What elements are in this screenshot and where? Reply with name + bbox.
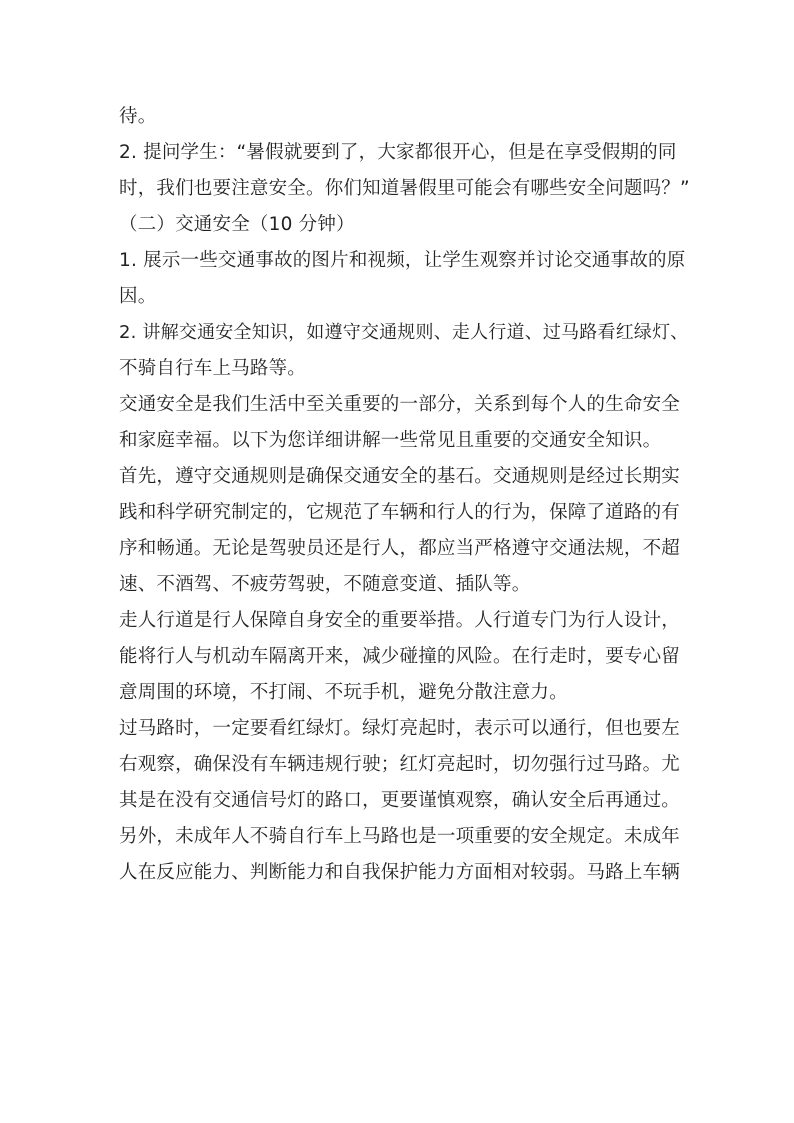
text-line: 能将行人与机动车隔离开来，减少碰撞的风险。在行走时，要专心留 bbox=[119, 646, 681, 667]
text-line: 待。 bbox=[119, 106, 157, 127]
text-line: 右观察，确保没有车辆违规行驶；红灯亮起时，切勿强行过马路。尤 bbox=[119, 754, 681, 775]
text-line: 其是在没有交通信号灯的路口，更要谨慎观察，确认安全后再通过。 bbox=[119, 790, 681, 811]
text-line: 2. 讲解交通安全知识，如遵守交通规则、走人行道、过马路看红绿灯、 bbox=[119, 322, 689, 343]
text-line: 和家庭幸福。以下为您详细讲解一些常见且重要的交通安全知识。 bbox=[119, 430, 662, 451]
text-line: 另外，未成年人不骑自行车上马路也是一项重要的安全规定。未成年 bbox=[119, 826, 681, 847]
text-line: 因。 bbox=[119, 286, 157, 307]
text-line: 序和畅通。无论是驾驶员还是行人，都应当严格遵守交通法规，不超 bbox=[119, 538, 681, 559]
text-line: 速、不酒驾、不疲劳驾驶，不随意变道、插队等。 bbox=[119, 574, 531, 595]
text-line: 1. 展示一些交通事故的图片和视频，让学生观察并讨论交通事故的原 bbox=[119, 250, 686, 271]
text-line: 意周围的环境，不打闹、不玩手机，避免分散注意力。 bbox=[119, 682, 568, 703]
text-line: 过马路时，一定要看红绿灯。绿灯亮起时，表示可以通行，但也要左 bbox=[119, 718, 681, 739]
text-line: 首先，遵守交通规则是确保交通安全的基石。交通规则是经过长期实 bbox=[119, 466, 681, 487]
text-line: 交通安全是我们生活中至关重要的一部分，关系到每个人的生命安全 bbox=[119, 394, 681, 415]
text-line: 人在反应能力、判断能力和自我保护能力方面相对较弱。马路上车辆 bbox=[119, 862, 681, 883]
text-line: 2. 提问学生：“暑假就要到了，大家都很开心，但是在享受假期的同 bbox=[119, 142, 677, 163]
text-line: 不骑自行车上马路等。 bbox=[119, 358, 307, 379]
text-line: （二）交通安全（10 分钟） bbox=[119, 214, 355, 235]
text-line: 践和科学研究制定的，它规范了车辆和行人的行为，保障了道路的有 bbox=[119, 502, 681, 523]
text-line: 走人行道是行人保障自身安全的重要举措。人行道专门为行人设计， bbox=[119, 610, 681, 631]
text-line: 时，我们也要注意安全。你们知道暑假里可能会有哪些安全问题吗？” bbox=[119, 178, 690, 199]
document-body bbox=[119, 99, 691, 891]
